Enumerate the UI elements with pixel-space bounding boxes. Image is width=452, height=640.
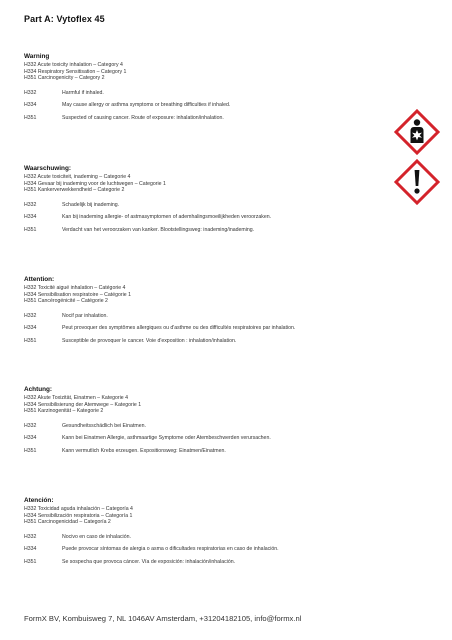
hazard-statements (24, 535, 424, 566)
hazard-section-fr (24, 276, 424, 352)
hazard-category: H334 Sensibilización respiratoria – Categoría 1 (24, 512, 133, 519)
hazard-category: H351 Carcinogenicity – Category 2 (24, 75, 105, 82)
hazard-text: Se sospecha que provoca cáncer. Vía de exposición: inhalación/inhalación. (62, 558, 236, 565)
hazard-statement (24, 215, 424, 221)
hazard-text: May cause allergy or asthma symptoms or breathing difficulties if inhaled. (62, 102, 231, 109)
hazard-statement (24, 547, 424, 553)
hazard-code: H351 (24, 337, 37, 344)
hazard-statement (24, 203, 424, 209)
hazard-text: Nocivo en caso de inhalación. (62, 533, 131, 540)
hazard-section-es (24, 497, 424, 573)
hazard-code: H332 (24, 533, 37, 540)
hazard-section-de (24, 386, 424, 462)
hazard-code: H332 (24, 201, 37, 208)
hazard-category: H332 Acute toxicity inhalation – Category 4 (24, 62, 123, 68)
hazard-category: H351 Kankerverwekkendheid – Categorie 2 (24, 187, 125, 194)
hazard-category: H334 Gevaar bij inademing voor de luchtwegen – Categorie 1 (24, 180, 166, 187)
hazard-statement (24, 116, 424, 122)
hazard-text: Peut provoquer des symptômes allergiques ou d'asthme ou des difficultés respiratoires par inhalation. (62, 325, 296, 332)
hazard-code: H334 (24, 102, 37, 109)
hazard-category: H351 Karzinogenität – Kategorie 2 (24, 408, 104, 415)
hazard-statement (24, 535, 424, 541)
hazard-statement (24, 228, 424, 234)
hazard-category: H332 Acute toxiciteit, inademing – Categorie 4 (24, 174, 131, 180)
hazard-code: H334 (24, 435, 37, 442)
hazard-code: H351 (24, 114, 37, 121)
hazard-category: H334 Sensibilisierung der Atemwege – Kategorie 1 (24, 401, 142, 408)
hazard-category: H334 Sensibilisation respiratoire – Catégorie 1 (24, 291, 131, 298)
hazard-text: Harmful if inhaled. (62, 89, 104, 96)
hazard-category: H351 Carcinogenicidad – Categoría 2 (24, 519, 111, 526)
hazard-statement (24, 560, 424, 566)
section-heading: Warning (24, 53, 50, 60)
hazard-text: Kan bij inademing allergie- of astmasymptomen of ademhalingsmoeilijkheden veroorzaken. (62, 214, 272, 221)
section-heading: Waarschuwing: (24, 165, 71, 172)
hazard-code: H332 (24, 89, 37, 96)
hazard-text: Kann bei Einatmen Allergie, asthmaartige Symptome oder Atembeschwerden verursachen. (62, 435, 271, 442)
hazard-text: Schadelijk bij inademing. (62, 201, 120, 208)
hazard-statement (24, 314, 424, 320)
hazard-category: H332 Akute Toxizität, Einatmen – Kategorie 4 (24, 395, 129, 401)
footer-contact: FormX BV, Kombuisweg 7, NL 1046AV Amsterdam, +31204182105, info@formx.nl (24, 614, 302, 623)
hazard-statement (24, 326, 424, 332)
hazard-code: H332 (24, 422, 37, 429)
section-heading: Attention: (24, 276, 55, 283)
hazard-statements (24, 314, 424, 345)
hazard-code: H351 (24, 226, 37, 233)
hazard-text: Puede provocar síntomas de alergia o asma o dificultades respiratorias en caso de inhalación. (62, 546, 279, 553)
hazard-code: H332 (24, 312, 37, 319)
hazard-code: H351 (24, 447, 37, 454)
hazard-category: H332 Toxicidad aguda inhalación – Categoría 4 (24, 506, 133, 512)
hazard-code: H334 (24, 214, 37, 221)
hazard-statement (24, 449, 424, 455)
hazard-category: H351 Cancérogénicité – Catégorie 2 (24, 298, 108, 305)
hazard-statement (24, 436, 424, 442)
hazard-statements (24, 424, 424, 455)
hazard-section-nl (24, 165, 424, 241)
hazard-statement (24, 103, 424, 109)
hazard-statements (24, 203, 424, 234)
hazard-statement (24, 424, 424, 430)
hazard-statements (24, 91, 424, 122)
hazard-section-en (24, 53, 424, 129)
hazard-code: H334 (24, 325, 37, 332)
hazard-category: H334 Respiratory Sensitisation – Category 1 (24, 68, 127, 75)
section-heading: Atención: (24, 497, 54, 504)
page-title: Part A: Vytoflex 45 (24, 14, 105, 24)
hazard-code: H334 (24, 546, 37, 553)
hazard-code: H351 (24, 558, 37, 565)
hazard-text: Kann vermutlich Krebs erzeugen. Expositionsweg: Einatmen/Einatmen. (62, 447, 226, 454)
section-heading: Achtung: (24, 386, 53, 393)
hazard-text: Susceptible de provoquer le cancer. Voie d'exposition : inhalation/inhalation. (62, 337, 237, 344)
hazard-text: Gesundheitsschädlich bei Einatmen. (62, 422, 146, 429)
hazard-category: H332 Toxicité aiguë inhalation – Catégorie 4 (24, 285, 126, 291)
hazard-text: Nocif par inhalation. (62, 312, 108, 319)
hazard-text: Suspected of causing cancer. Route of exposure: inhalation/inhalation. (62, 114, 224, 121)
hazard-statement (24, 91, 424, 97)
hazard-text: Verdacht van het veroorzaken van kanker. Blootstellingsweg: inademing/inademing. (62, 226, 255, 233)
hazard-statement (24, 339, 424, 345)
